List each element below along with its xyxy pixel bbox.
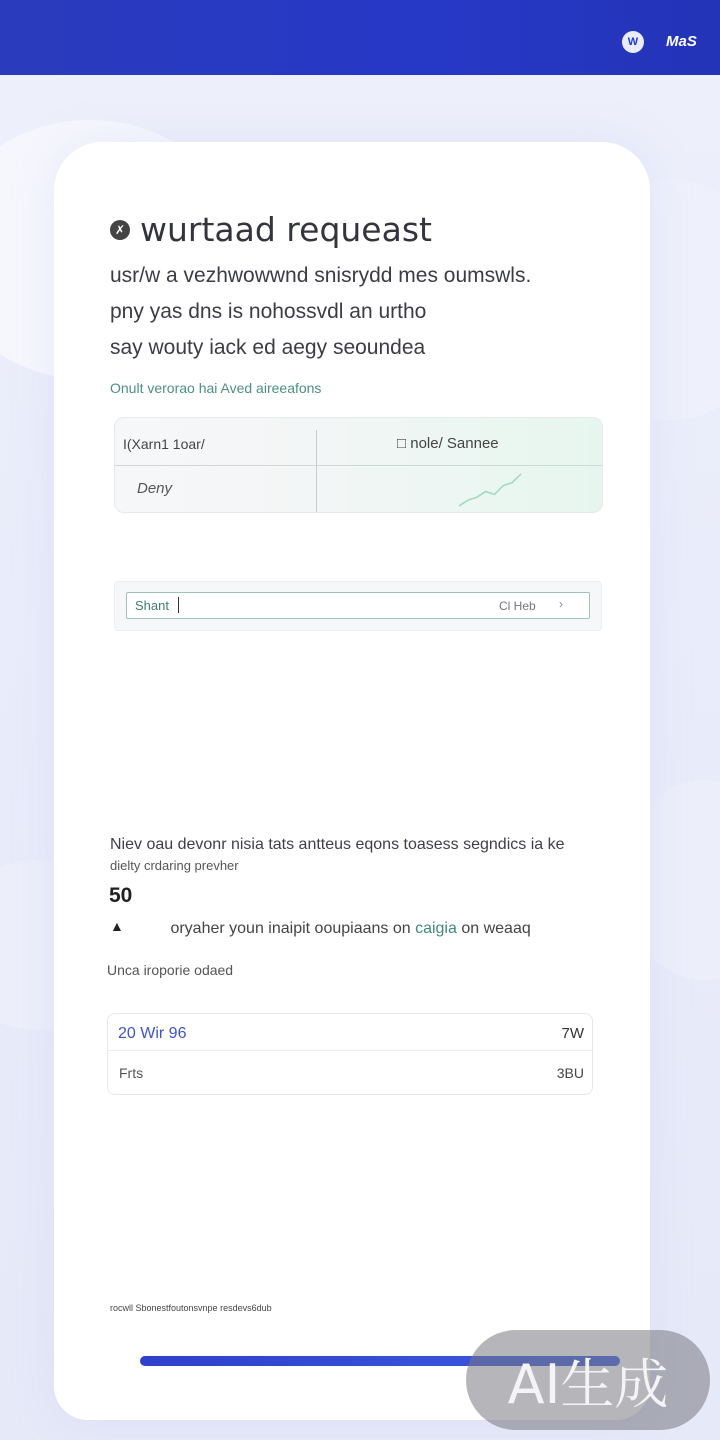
section-caption: Onult verorao hai Aved aireeafons — [110, 380, 322, 396]
ai-generated-watermark: AI生成 — [466, 1330, 710, 1430]
footer-text: rocwll Sbonestfoutonsvnpe resdevs6dub — [110, 1303, 272, 1313]
description — [110, 258, 620, 366]
chevron-right-icon[interactable]: › — [559, 597, 563, 611]
description-line: say wouty iack ed aegy seoundea — [110, 336, 426, 359]
count-value: 50 — [109, 884, 133, 907]
search-input[interactable] — [126, 592, 590, 619]
top-app-bar — [0, 0, 720, 75]
search-label: Shant — [135, 598, 169, 613]
page-title: wurtaad requeast — [140, 210, 432, 249]
info-icon: ✗ — [110, 220, 130, 240]
sparkline-chart — [455, 464, 525, 510]
brand-name[interactable]: MaS — [666, 33, 697, 50]
info-value: 3BU — [556, 1065, 584, 1081]
comparison-table — [114, 417, 603, 513]
title-row — [110, 210, 432, 249]
note-text: oryaher youn inaipit ooupiaans on — [170, 920, 411, 938]
note-row — [110, 918, 620, 940]
comparison-cell: Deny — [137, 480, 173, 497]
description-line: pny yas dns is nohossvdl an urtho — [110, 300, 427, 323]
comparison-header-left: I(Xarn1 1oar/ — [123, 436, 205, 452]
wm-logo-icon[interactable]: W — [622, 31, 644, 53]
note-suffix: on weaaq — [461, 920, 531, 938]
body-paragraph: Niev oau devonr nisia tats antteus eqons toasess segndics ia ke — [110, 836, 565, 853]
body-subtext: dielty crdaring prevher — [110, 858, 239, 873]
search-hint: Cl Heb — [499, 599, 536, 613]
divider — [316, 430, 317, 512]
info-value: 7W — [561, 1025, 584, 1042]
note-link[interactable]: caigia — [415, 920, 457, 938]
sparkline-series — [459, 474, 521, 506]
info-table — [107, 1013, 593, 1095]
text-caret — [178, 597, 179, 613]
comparison-header-right[interactable]: □ nole/ Sannee — [397, 435, 499, 452]
description-line: usr/w a vezhwowwnd snisrydd mes oumswls. — [110, 264, 532, 287]
divider — [115, 465, 602, 466]
info-key[interactable]: 20 Wir 96 — [118, 1025, 187, 1042]
note-caption: Unca iroporie odaed — [107, 962, 234, 978]
user-icon: ▲ — [110, 918, 124, 934]
info-key: Frts — [119, 1065, 144, 1081]
search-panel — [114, 581, 602, 631]
